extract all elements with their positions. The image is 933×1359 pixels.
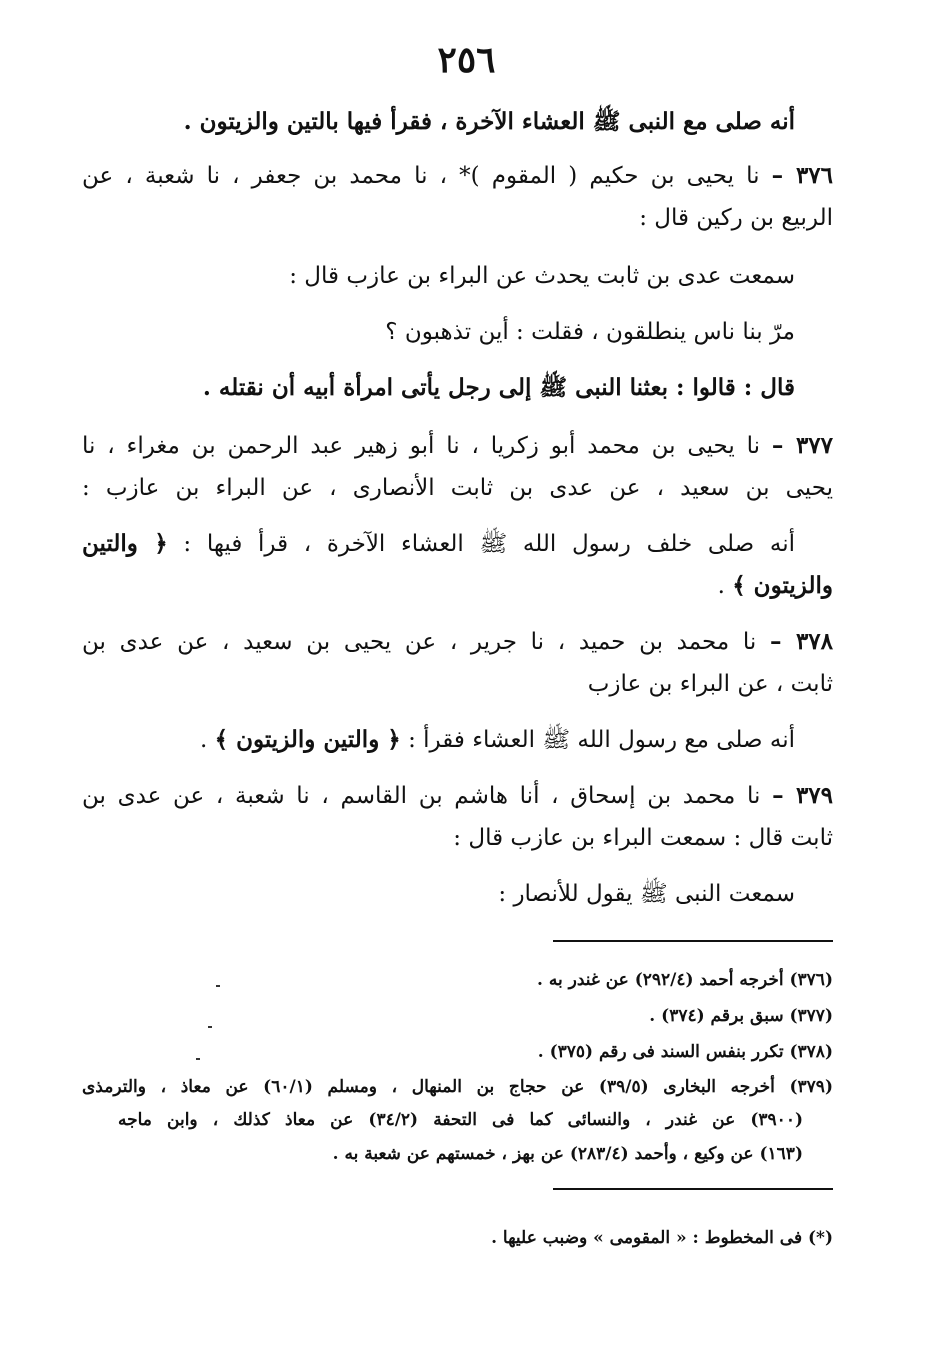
text-line-1: أنه صلى مع النبى ﷺ العشاء الآخرة ، فقرأ فيها بالتين والزيتون .: [183, 108, 795, 135]
hadith-number-377: ٣٧٧ –: [771, 432, 833, 459]
print-speck: [216, 985, 220, 987]
footnote-separator: [553, 940, 833, 942]
footnote-379-line-1: (٣٧٩) أخرجه البخارى (٣٩/٥) عن حجاج بن المنهال ، ومسلم (٦٠/١) عن معاذ ، والترمذى: [82, 1077, 833, 1097]
footnote-376: (٣٧٦) أخرجه أحمد (٢٩٢/٤) عن غندر به .: [537, 970, 833, 990]
footnote-379-line-2: (٣٩٠٠) عن غندر ، والنسائى كما فى التحفة (٣٤/٢) عن معاذ كذلك ، وابن ماجه: [118, 1110, 803, 1130]
hadith-number-378: ٣٧٨ –: [770, 628, 833, 655]
quran-quote-377-part-2: والزيتون ﴾: [732, 572, 833, 599]
footnote-379-line-3: (١٦٣) عن وكيع ، وأحمد (٢٨٣/٤) عن بهز ، خمستهم عن شعبة به .: [332, 1144, 803, 1164]
hadith-376-line-3: سمعت عدى بن ثابت يحدث عن البراء بن عازب قال :: [289, 263, 795, 289]
hadith-376-line-4: مرّ بنا ناس ينطلقون ، فقلت : أين تذهبون ؟: [385, 319, 795, 345]
hadith-378-chain-1: نا محمد بن حميد ، نا جرير ، عن يحيى بن سعيد ، عن عدى بن: [82, 629, 757, 655]
hadith-377-chain-1: نا يحيى بن محمد أبو زكريا ، نا أبو زهير عبد الرحمن بن مغراء ، نا: [82, 433, 761, 459]
hadith-378-line-1: [82, 624, 833, 660]
hadith-377-text-1: أنه صلى خلف رسول الله ﷺ العشاء الآخرة ، قرأ فيها :: [183, 531, 795, 557]
hadith-378-end: .: [199, 727, 208, 753]
manuscript-note: (*) فى المخطوط : « المقومى » وضبب عليها .: [491, 1228, 833, 1248]
hadith-379-chain-1: نا محمد بن إسحاق ، أنا هاشم بن القاسم ، نا شعبة ، عن عدى بن: [82, 783, 761, 809]
hadith-376-line-1: [82, 158, 833, 194]
hadith-377-line-2: يحيى بن سعيد ، عن عدى بن ثابت الأنصارى ، عن البراء بن عازب :: [82, 475, 833, 501]
quran-quote-377-part-1: ﴿ والتين: [82, 530, 168, 557]
quran-quote-378: ﴿ والتين والزيتون ﴾: [214, 726, 401, 753]
hadith-376-line-5: قال : قالوا : بعثنا النبى ﷺ إلى رجل يأتى امرأة أبيه أن نقتله .: [202, 374, 795, 401]
hadith-376-line-2: الربيع بن ركين قال :: [639, 205, 833, 231]
hadith-378-line-3: [200, 722, 795, 758]
hadith-379-line-1: [82, 778, 833, 814]
hadith-378-line-2: ثابت ، عن البراء بن عازب: [587, 671, 833, 697]
hadith-377-line-3: [82, 526, 795, 562]
hadith-379-line-2: ثابت قال : سمعت البراء بن عازب قال :: [453, 825, 833, 851]
hadith-377-end: .: [717, 573, 725, 599]
print-speck: [208, 1026, 212, 1028]
footnote-378: (٣٧٨) تكرر بنفس السند فى رقم (٣٧٥) .: [537, 1042, 833, 1062]
hadith-377-line-4: [718, 568, 833, 604]
hadith-number-379: ٣٧٩ –: [772, 782, 833, 809]
hadith-378-text: أنه صلى مع رسول الله ﷺ العشاء فقرأ :: [408, 727, 795, 753]
hadith-376-chain-1: نا يحيى بن حكيم ( المقوم )* ، نا محمد بن جعفر ، نا شعبة ، عن: [82, 163, 760, 189]
margin-note-separator: [553, 1188, 833, 1190]
hadith-number-376: ٣٧٦ –: [771, 162, 833, 189]
page-number: ٢٥٦: [437, 39, 496, 81]
hadith-377-line-1: [82, 428, 833, 464]
footnote-377: (٣٧٧) سبق برقم (٣٧٤) .: [649, 1006, 833, 1026]
print-speck: [196, 1058, 200, 1060]
hadith-379-line-3: سمعت النبى ﷺ يقول للأنصار :: [498, 881, 795, 907]
